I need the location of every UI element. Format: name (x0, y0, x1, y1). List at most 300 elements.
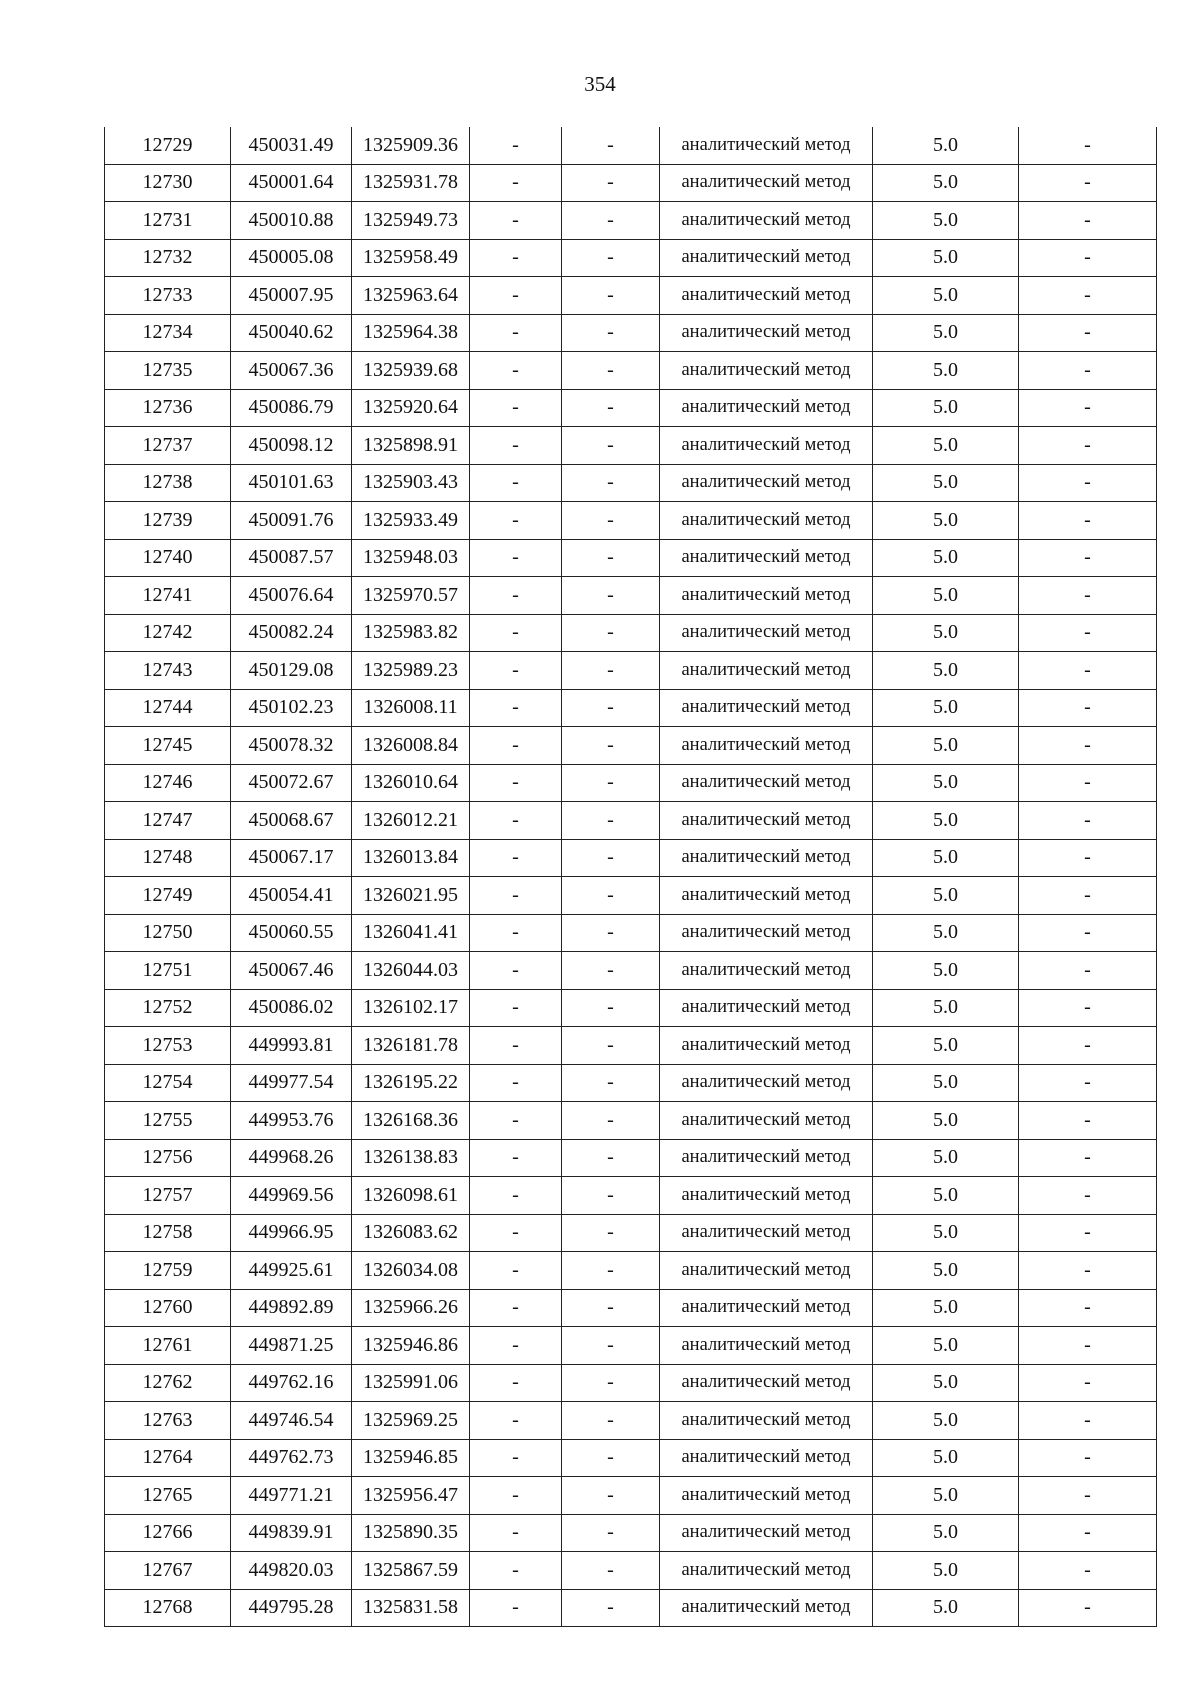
x-coordinate-cell: 450086.02 (231, 989, 352, 1027)
x-coordinate-cell: 449993.81 (231, 1027, 352, 1065)
empty-cell: - (562, 1027, 660, 1065)
table-row (105, 1364, 1157, 1402)
empty-cell: - (470, 1252, 562, 1290)
empty-cell: - (562, 1177, 660, 1215)
empty-cell: - (470, 1139, 562, 1177)
empty-cell: - (1019, 1439, 1157, 1477)
table-row (105, 1552, 1157, 1590)
empty-cell: - (1019, 502, 1157, 540)
empty-cell: - (562, 727, 660, 765)
empty-cell: - (470, 1364, 562, 1402)
x-coordinate-cell: 449969.56 (231, 1177, 352, 1215)
accuracy-cell: 5.0 (873, 202, 1019, 240)
point-number-cell: 12750 (105, 914, 231, 952)
table-row (105, 352, 1157, 390)
empty-cell: - (470, 1102, 562, 1140)
empty-cell: - (1019, 1177, 1157, 1215)
accuracy-cell: 5.0 (873, 127, 1019, 164)
empty-cell: - (1019, 1552, 1157, 1590)
method-cell: аналитический метод (660, 1027, 873, 1065)
y-coordinate-cell: 1325909.36 (352, 127, 470, 164)
empty-cell: - (562, 1102, 660, 1140)
x-coordinate-cell: 449953.76 (231, 1102, 352, 1140)
point-number-cell: 12753 (105, 1027, 231, 1065)
empty-cell: - (470, 802, 562, 840)
empty-cell: - (562, 389, 660, 427)
y-coordinate-cell: 1325931.78 (352, 164, 470, 202)
x-coordinate-cell: 449839.91 (231, 1514, 352, 1552)
coordinates-table-body (105, 127, 1157, 1627)
accuracy-cell: 5.0 (873, 1252, 1019, 1290)
accuracy-cell: 5.0 (873, 1364, 1019, 1402)
method-cell: аналитический метод (660, 1589, 873, 1627)
x-coordinate-cell: 450082.24 (231, 614, 352, 652)
table-row (105, 1589, 1157, 1627)
empty-cell: - (470, 127, 562, 164)
empty-cell: - (1019, 314, 1157, 352)
point-number-cell: 12731 (105, 202, 231, 240)
table-row (105, 427, 1157, 465)
empty-cell: - (470, 652, 562, 690)
point-number-cell: 12764 (105, 1439, 231, 1477)
point-number-cell: 12758 (105, 1214, 231, 1252)
accuracy-cell: 5.0 (873, 1327, 1019, 1365)
table-row (105, 314, 1157, 352)
y-coordinate-cell: 1325966.26 (352, 1289, 470, 1327)
point-number-cell: 12743 (105, 652, 231, 690)
method-cell: аналитический метод (660, 1364, 873, 1402)
empty-cell: - (1019, 202, 1157, 240)
x-coordinate-cell: 450067.46 (231, 952, 352, 990)
point-number-cell: 12754 (105, 1064, 231, 1102)
point-number-cell: 12752 (105, 989, 231, 1027)
table-row (105, 239, 1157, 277)
empty-cell: - (470, 1589, 562, 1627)
y-coordinate-cell: 1326181.78 (352, 1027, 470, 1065)
table-row (105, 689, 1157, 727)
empty-cell: - (470, 1402, 562, 1440)
accuracy-cell: 5.0 (873, 314, 1019, 352)
table-row (105, 1439, 1157, 1477)
x-coordinate-cell: 450078.32 (231, 727, 352, 765)
point-number-cell: 12745 (105, 727, 231, 765)
point-number-cell: 12768 (105, 1589, 231, 1627)
point-number-cell: 12738 (105, 464, 231, 502)
empty-cell: - (470, 1477, 562, 1515)
empty-cell: - (1019, 127, 1157, 164)
table-row (105, 502, 1157, 540)
empty-cell: - (470, 314, 562, 352)
accuracy-cell: 5.0 (873, 952, 1019, 990)
x-coordinate-cell: 450005.08 (231, 239, 352, 277)
x-coordinate-cell: 449746.54 (231, 1402, 352, 1440)
table-row (105, 202, 1157, 240)
empty-cell: - (470, 1064, 562, 1102)
empty-cell: - (1019, 1252, 1157, 1290)
y-coordinate-cell: 1326041.41 (352, 914, 470, 952)
empty-cell: - (1019, 1402, 1157, 1440)
empty-cell: - (562, 1139, 660, 1177)
y-coordinate-cell: 1325969.25 (352, 1402, 470, 1440)
table-row (105, 1102, 1157, 1140)
empty-cell: - (562, 1552, 660, 1590)
y-coordinate-cell: 1325946.85 (352, 1439, 470, 1477)
method-cell: аналитический метод (660, 577, 873, 615)
table-row (105, 914, 1157, 952)
page-number: 354 (584, 72, 616, 96)
point-number-cell: 12760 (105, 1289, 231, 1327)
point-number-cell: 12762 (105, 1364, 231, 1402)
table-row (105, 839, 1157, 877)
table-row (105, 764, 1157, 802)
method-cell: аналитический метод (660, 877, 873, 915)
empty-cell: - (1019, 1477, 1157, 1515)
empty-cell: - (1019, 689, 1157, 727)
empty-cell: - (562, 802, 660, 840)
coordinates-table (104, 127, 1157, 1627)
point-number-cell: 12735 (105, 352, 231, 390)
empty-cell: - (562, 914, 660, 952)
accuracy-cell: 5.0 (873, 1139, 1019, 1177)
y-coordinate-cell: 1325898.91 (352, 427, 470, 465)
y-coordinate-cell: 1325970.57 (352, 577, 470, 615)
empty-cell: - (562, 877, 660, 915)
y-coordinate-cell: 1325964.38 (352, 314, 470, 352)
accuracy-cell: 5.0 (873, 1589, 1019, 1627)
empty-cell: - (562, 164, 660, 202)
y-coordinate-cell: 1325949.73 (352, 202, 470, 240)
y-coordinate-cell: 1325963.64 (352, 277, 470, 315)
y-coordinate-cell: 1325831.58 (352, 1589, 470, 1627)
empty-cell: - (1019, 1102, 1157, 1140)
table-row (105, 1514, 1157, 1552)
table-row (105, 1139, 1157, 1177)
point-number-cell: 12729 (105, 127, 231, 164)
accuracy-cell: 5.0 (873, 1177, 1019, 1215)
empty-cell: - (1019, 239, 1157, 277)
empty-cell: - (562, 614, 660, 652)
accuracy-cell: 5.0 (873, 802, 1019, 840)
point-number-cell: 12763 (105, 1402, 231, 1440)
point-number-cell: 12761 (105, 1327, 231, 1365)
method-cell: аналитический метод (660, 1064, 873, 1102)
table-row (105, 464, 1157, 502)
empty-cell: - (1019, 1214, 1157, 1252)
method-cell: аналитический метод (660, 914, 873, 952)
point-number-cell: 12757 (105, 1177, 231, 1215)
y-coordinate-cell: 1326098.61 (352, 1177, 470, 1215)
y-coordinate-cell: 1326012.21 (352, 802, 470, 840)
table-row (105, 652, 1157, 690)
empty-cell: - (562, 277, 660, 315)
table-row (105, 1177, 1157, 1215)
empty-cell: - (470, 277, 562, 315)
x-coordinate-cell: 450091.76 (231, 502, 352, 540)
empty-cell: - (562, 689, 660, 727)
method-cell: аналитический метод (660, 1477, 873, 1515)
x-coordinate-cell: 450067.36 (231, 352, 352, 390)
table-row (105, 1327, 1157, 1365)
empty-cell: - (562, 1064, 660, 1102)
method-cell: аналитический метод (660, 952, 873, 990)
empty-cell: - (562, 989, 660, 1027)
y-coordinate-cell: 1325946.86 (352, 1327, 470, 1365)
x-coordinate-cell: 450031.49 (231, 127, 352, 164)
empty-cell: - (470, 1552, 562, 1590)
empty-cell: - (1019, 1027, 1157, 1065)
empty-cell: - (470, 1289, 562, 1327)
method-cell: аналитический метод (660, 989, 873, 1027)
method-cell: аналитический метод (660, 164, 873, 202)
empty-cell: - (470, 689, 562, 727)
empty-cell: - (1019, 1364, 1157, 1402)
point-number-cell: 12744 (105, 689, 231, 727)
table-row (105, 1252, 1157, 1290)
accuracy-cell: 5.0 (873, 1027, 1019, 1065)
y-coordinate-cell: 1325956.47 (352, 1477, 470, 1515)
method-cell: аналитический метод (660, 1102, 873, 1140)
empty-cell: - (1019, 1139, 1157, 1177)
point-number-cell: 12748 (105, 839, 231, 877)
accuracy-cell: 5.0 (873, 1552, 1019, 1590)
point-number-cell: 12740 (105, 539, 231, 577)
empty-cell: - (562, 577, 660, 615)
table-row (105, 164, 1157, 202)
accuracy-cell: 5.0 (873, 614, 1019, 652)
empty-cell: - (1019, 277, 1157, 315)
empty-cell: - (562, 839, 660, 877)
accuracy-cell: 5.0 (873, 764, 1019, 802)
point-number-cell: 12759 (105, 1252, 231, 1290)
empty-cell: - (562, 202, 660, 240)
point-number-cell: 12734 (105, 314, 231, 352)
y-coordinate-cell: 1326083.62 (352, 1214, 470, 1252)
y-coordinate-cell: 1325939.68 (352, 352, 470, 390)
empty-cell: - (562, 1289, 660, 1327)
empty-cell: - (562, 1402, 660, 1440)
y-coordinate-cell: 1325890.35 (352, 1514, 470, 1552)
x-coordinate-cell: 450101.63 (231, 464, 352, 502)
accuracy-cell: 5.0 (873, 427, 1019, 465)
point-number-cell: 12767 (105, 1552, 231, 1590)
empty-cell: - (1019, 877, 1157, 915)
y-coordinate-cell: 1326008.11 (352, 689, 470, 727)
empty-cell: - (1019, 1327, 1157, 1365)
y-coordinate-cell: 1325867.59 (352, 1552, 470, 1590)
method-cell: аналитический метод (660, 464, 873, 502)
accuracy-cell: 5.0 (873, 1477, 1019, 1515)
empty-cell: - (470, 1439, 562, 1477)
method-cell: аналитический метод (660, 764, 873, 802)
empty-cell: - (1019, 1514, 1157, 1552)
accuracy-cell: 5.0 (873, 1102, 1019, 1140)
empty-cell: - (1019, 1064, 1157, 1102)
empty-cell: - (470, 202, 562, 240)
empty-cell: - (470, 614, 562, 652)
x-coordinate-cell: 450086.79 (231, 389, 352, 427)
point-number-cell: 12739 (105, 502, 231, 540)
method-cell: аналитический метод (660, 689, 873, 727)
y-coordinate-cell: 1326034.08 (352, 1252, 470, 1290)
y-coordinate-cell: 1326010.64 (352, 764, 470, 802)
y-coordinate-cell: 1325958.49 (352, 239, 470, 277)
table-row (105, 952, 1157, 990)
table-row (105, 1289, 1157, 1327)
table-row (105, 389, 1157, 427)
method-cell: аналитический метод (660, 802, 873, 840)
x-coordinate-cell: 449820.03 (231, 1552, 352, 1590)
method-cell: аналитический метод (660, 1514, 873, 1552)
y-coordinate-cell: 1325991.06 (352, 1364, 470, 1402)
y-coordinate-cell: 1325903.43 (352, 464, 470, 502)
empty-cell: - (1019, 839, 1157, 877)
accuracy-cell: 5.0 (873, 652, 1019, 690)
method-cell: аналитический метод (660, 1552, 873, 1590)
y-coordinate-cell: 1326008.84 (352, 727, 470, 765)
empty-cell: - (1019, 1589, 1157, 1627)
method-cell: аналитический метод (660, 727, 873, 765)
method-cell: аналитический метод (660, 502, 873, 540)
table-row (105, 1064, 1157, 1102)
empty-cell: - (470, 164, 562, 202)
y-coordinate-cell: 1325920.64 (352, 389, 470, 427)
method-cell: аналитический метод (660, 652, 873, 690)
accuracy-cell: 5.0 (873, 164, 1019, 202)
method-cell: аналитический метод (660, 427, 873, 465)
empty-cell: - (470, 1177, 562, 1215)
accuracy-cell: 5.0 (873, 989, 1019, 1027)
method-cell: аналитический метод (660, 314, 873, 352)
accuracy-cell: 5.0 (873, 352, 1019, 390)
method-cell: аналитический метод (660, 614, 873, 652)
accuracy-cell: 5.0 (873, 239, 1019, 277)
empty-cell: - (1019, 652, 1157, 690)
empty-cell: - (470, 914, 562, 952)
x-coordinate-cell: 449762.16 (231, 1364, 352, 1402)
empty-cell: - (562, 539, 660, 577)
method-cell: аналитический метод (660, 839, 873, 877)
empty-cell: - (562, 1477, 660, 1515)
x-coordinate-cell: 450010.88 (231, 202, 352, 240)
empty-cell: - (562, 952, 660, 990)
accuracy-cell: 5.0 (873, 1214, 1019, 1252)
method-cell: аналитический метод (660, 1139, 873, 1177)
x-coordinate-cell: 449795.28 (231, 1589, 352, 1627)
table-row (105, 1027, 1157, 1065)
point-number-cell: 12742 (105, 614, 231, 652)
empty-cell: - (1019, 989, 1157, 1027)
y-coordinate-cell: 1326102.17 (352, 989, 470, 1027)
y-coordinate-cell: 1326168.36 (352, 1102, 470, 1140)
x-coordinate-cell: 450102.23 (231, 689, 352, 727)
table-row (105, 539, 1157, 577)
x-coordinate-cell: 450054.41 (231, 877, 352, 915)
x-coordinate-cell: 450001.64 (231, 164, 352, 202)
empty-cell: - (562, 1589, 660, 1627)
empty-cell: - (562, 502, 660, 540)
point-number-cell: 12737 (105, 427, 231, 465)
empty-cell: - (562, 314, 660, 352)
empty-cell: - (470, 727, 562, 765)
x-coordinate-cell: 449968.26 (231, 1139, 352, 1177)
table-row (105, 1214, 1157, 1252)
empty-cell: - (1019, 427, 1157, 465)
empty-cell: - (562, 652, 660, 690)
table-row (105, 877, 1157, 915)
empty-cell: - (562, 427, 660, 465)
empty-cell: - (1019, 1289, 1157, 1327)
point-number-cell: 12751 (105, 952, 231, 990)
empty-cell: - (1019, 614, 1157, 652)
accuracy-cell: 5.0 (873, 577, 1019, 615)
x-coordinate-cell: 449771.21 (231, 1477, 352, 1515)
empty-cell: - (1019, 389, 1157, 427)
y-coordinate-cell: 1326013.84 (352, 839, 470, 877)
table-row (105, 577, 1157, 615)
x-coordinate-cell: 449892.89 (231, 1289, 352, 1327)
y-coordinate-cell: 1325989.23 (352, 652, 470, 690)
empty-cell: - (1019, 727, 1157, 765)
x-coordinate-cell: 450072.67 (231, 764, 352, 802)
x-coordinate-cell: 450067.17 (231, 839, 352, 877)
x-coordinate-cell: 449977.54 (231, 1064, 352, 1102)
empty-cell: - (470, 989, 562, 1027)
empty-cell: - (562, 127, 660, 164)
empty-cell: - (1019, 952, 1157, 990)
empty-cell: - (470, 877, 562, 915)
table-row (105, 727, 1157, 765)
y-coordinate-cell: 1326021.95 (352, 877, 470, 915)
point-number-cell: 12746 (105, 764, 231, 802)
x-coordinate-cell: 450040.62 (231, 314, 352, 352)
accuracy-cell: 5.0 (873, 389, 1019, 427)
accuracy-cell: 5.0 (873, 727, 1019, 765)
y-coordinate-cell: 1325948.03 (352, 539, 470, 577)
table-row (105, 614, 1157, 652)
empty-cell: - (470, 427, 562, 465)
y-coordinate-cell: 1326044.03 (352, 952, 470, 990)
x-coordinate-cell: 450007.95 (231, 277, 352, 315)
table-row (105, 127, 1157, 164)
accuracy-cell: 5.0 (873, 877, 1019, 915)
x-coordinate-cell: 450060.55 (231, 914, 352, 952)
point-number-cell: 12749 (105, 877, 231, 915)
point-number-cell: 12736 (105, 389, 231, 427)
x-coordinate-cell: 450087.57 (231, 539, 352, 577)
accuracy-cell: 5.0 (873, 502, 1019, 540)
y-coordinate-cell: 1326195.22 (352, 1064, 470, 1102)
empty-cell: - (562, 764, 660, 802)
point-number-cell: 12765 (105, 1477, 231, 1515)
y-coordinate-cell: 1326138.83 (352, 1139, 470, 1177)
accuracy-cell: 5.0 (873, 1514, 1019, 1552)
method-cell: аналитический метод (660, 239, 873, 277)
table-row (105, 802, 1157, 840)
empty-cell: - (470, 1214, 562, 1252)
x-coordinate-cell: 450129.08 (231, 652, 352, 690)
x-coordinate-cell: 449966.95 (231, 1214, 352, 1252)
empty-cell: - (1019, 764, 1157, 802)
x-coordinate-cell: 450098.12 (231, 427, 352, 465)
empty-cell: - (562, 1214, 660, 1252)
point-number-cell: 12766 (105, 1514, 231, 1552)
empty-cell: - (562, 239, 660, 277)
method-cell: аналитический метод (660, 1439, 873, 1477)
accuracy-cell: 5.0 (873, 839, 1019, 877)
method-cell: аналитический метод (660, 1252, 873, 1290)
empty-cell: - (470, 539, 562, 577)
empty-cell: - (562, 1514, 660, 1552)
